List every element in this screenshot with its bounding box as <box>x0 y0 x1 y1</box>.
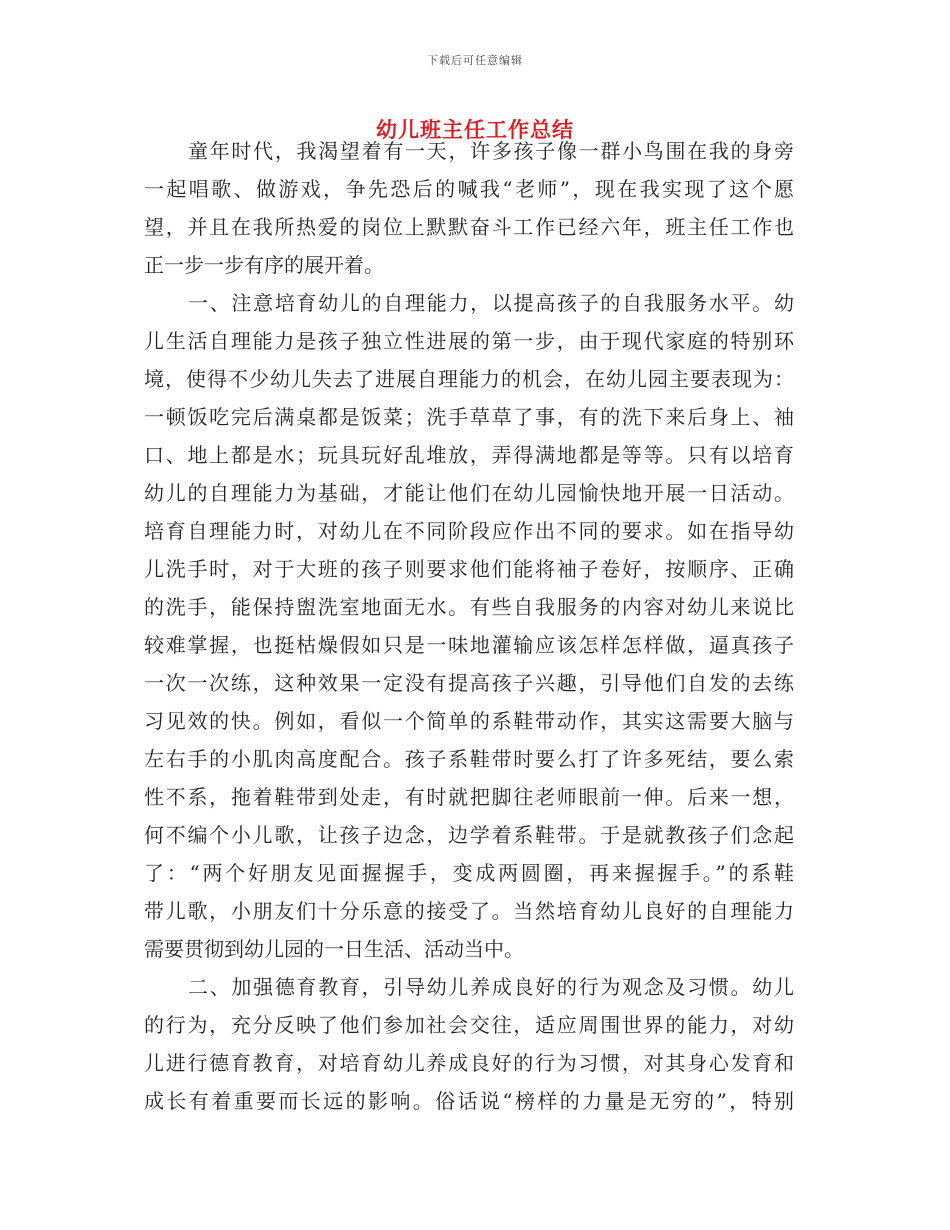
body-line: 幼儿的自理能力为基础，才能让他们在幼儿园愉快地开展一日活动。 <box>144 481 794 505</box>
header-note: 下载后可任意编辑 <box>427 54 523 67</box>
body-line: 较难掌握，也挺枯燥假如只是一味地灌输应该怎样怎样做，逼真孩子 <box>144 633 794 657</box>
body-line: 一、注意培育幼儿的自理能力，以提高孩子的自我服务水平。幼 <box>188 291 794 315</box>
body-line: 成长有着重要而长远的影响。俗话说“榜样的力量是无穷的”，特别 <box>144 1089 794 1113</box>
body-line: 需要贯彻到幼儿园的一日生活、活动当中。 <box>144 937 524 961</box>
body-line: 习见效的快。例如，看似一个简单的系鞋带动作，其实这需要大脑与 <box>144 709 794 733</box>
body-line: 培育自理能力时，对幼儿在不同阶段应作出不同的要求。如在指导幼 <box>144 519 794 543</box>
body-line: 儿洗手时，对于大班的孩子则要求他们能将袖子卷好，按顺序、正确 <box>144 557 794 581</box>
body-line: 儿生活自理能力是孩子独立性进展的第一步，由于现代家庭的特别环 <box>144 329 794 353</box>
body-line: 何不编个小儿歌，让孩子边念，边学着系鞋带。于是就教孩子们念起 <box>144 823 794 847</box>
body-line: 一次一次练，这种效果一定没有提高孩子兴趣，引导他们自发的去练 <box>144 671 794 695</box>
body-line: 了：“两个好朋友见面握握手，变成两圆圈，再来握握手。”的系鞋 <box>144 861 794 885</box>
body-line: 左右手的小肌肉高度配合。孩子系鞋带时要么打了许多死结，要么索 <box>144 747 794 771</box>
body-line: 的洗手，能保持盥洗室地面无水。有些自我服务的内容对幼儿来说比 <box>144 595 794 619</box>
body-line: 童年时代，我渴望着有一天，许多孩子像一群小鸟围在我的身旁 <box>188 139 794 163</box>
document-title: 幼儿班主任工作总结 <box>376 118 574 142</box>
body-line: 一顿饭吃完后满桌都是饭菜；洗手草草了事，有的洗下来后身上、袖 <box>144 405 794 429</box>
body-line: 望，并且在我所热爱的岗位上默默奋斗工作已经六年，班主任工作也 <box>144 215 794 239</box>
body-line: 儿进行德育教育，对培育幼儿养成良好的行为习惯，对其身心发育和 <box>144 1051 794 1075</box>
body-line: 的行为，充分反映了他们参加社会交往，适应周围世界的能力，对幼 <box>144 1013 794 1037</box>
body-line: 一起唱歌、做游戏，争先恐后的喊我“老师”，现在我实现了这个愿 <box>144 177 794 201</box>
body-line: 带儿歌，小朋友们十分乐意的接受了。当然培育幼儿良好的自理能力 <box>144 899 794 923</box>
body-line: 二、加强德育教育，引导幼儿养成良好的行为观念及习惯。幼儿 <box>188 975 794 999</box>
body-line: 口、地上都是水；玩具玩好乱堆放，弄得满地都是等等。只有以培育 <box>144 443 794 467</box>
body-line: 境，使得不少幼儿失去了进展自理能力的机会，在幼儿园主要表现为： <box>144 367 794 391</box>
body-line: 性不系，拖着鞋带到处走，有时就把脚往老师眼前一伸。后来一想， <box>144 785 794 809</box>
body-line: 正一步一步有序的展开着。 <box>144 253 384 277</box>
